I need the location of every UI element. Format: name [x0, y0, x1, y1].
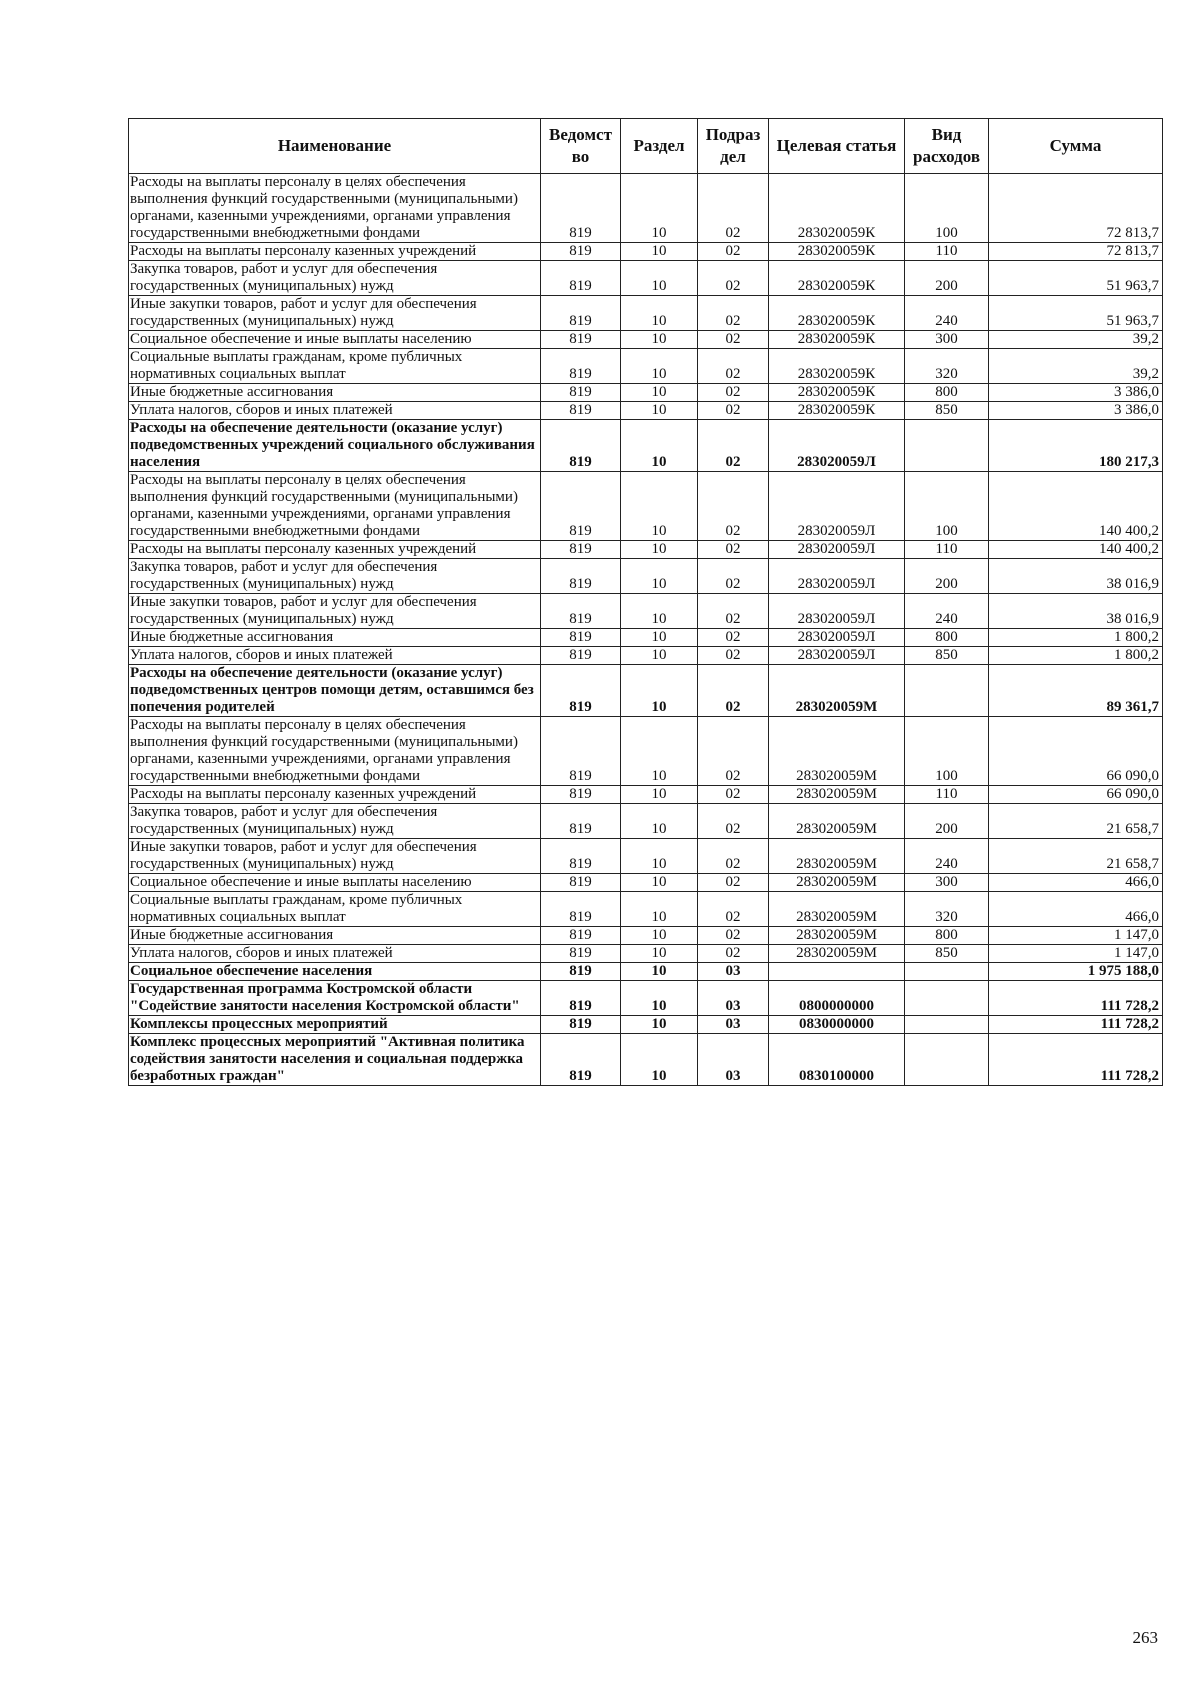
cell-amount: 72 813,7: [989, 174, 1163, 243]
cell-amount: 140 400,2: [989, 541, 1163, 559]
cell-target-article: 283020059Л: [769, 420, 905, 472]
cell-name: Расходы на выплаты персоналу казенных учреждений: [129, 786, 541, 804]
cell-target-article: 283020059К: [769, 261, 905, 296]
cell-subsection: 02: [698, 665, 769, 717]
table-row: [129, 981, 1163, 1016]
cell-name: Социальное обеспечение населения: [129, 963, 541, 981]
cell-target-article: 283020059К: [769, 331, 905, 349]
header-name: Наименование: [129, 119, 541, 174]
cell-expense-type: 110: [905, 541, 989, 559]
cell-section: 10: [621, 717, 698, 786]
cell-amount: 1 800,2: [989, 629, 1163, 647]
cell-section: 10: [621, 665, 698, 717]
cell-subsection: 02: [698, 384, 769, 402]
cell-subsection: 02: [698, 839, 769, 874]
cell-expense-type: 110: [905, 243, 989, 261]
cell-subsection: 02: [698, 804, 769, 839]
cell-name: Расходы на выплаты персоналу в целях обеспечения выполнения функций государственными (муниципальными) органами, казенными учреждениями, органами управления государственными внебюджетными фондами: [129, 717, 541, 786]
cell-section: 10: [621, 1034, 698, 1086]
cell-subsection: 02: [698, 594, 769, 629]
cell-target-article: 283020059Л: [769, 647, 905, 665]
cell-amount: 1 147,0: [989, 927, 1163, 945]
cell-department: 819: [541, 384, 621, 402]
table-row: [129, 174, 1163, 243]
cell-target-article: 283020059М: [769, 804, 905, 839]
cell-expense-type: 240: [905, 594, 989, 629]
cell-section: 10: [621, 963, 698, 981]
cell-section: 10: [621, 927, 698, 945]
cell-target-article: 283020059К: [769, 243, 905, 261]
cell-name: Государственная программа Костромской области "Содействие занятости населения Костромской области": [129, 981, 541, 1016]
cell-department: 819: [541, 174, 621, 243]
table-row: [129, 665, 1163, 717]
table-row: [129, 384, 1163, 402]
header-subsection: Подраз дел: [698, 119, 769, 174]
cell-amount: 51 963,7: [989, 261, 1163, 296]
cell-expense-type: [905, 1034, 989, 1086]
cell-section: 10: [621, 349, 698, 384]
table-row: [129, 420, 1163, 472]
cell-department: 819: [541, 981, 621, 1016]
table-row: [129, 786, 1163, 804]
table-row: [129, 1034, 1163, 1086]
header-expense-type: Вид расходов: [905, 119, 989, 174]
cell-amount: 466,0: [989, 892, 1163, 927]
cell-target-article: 283020059К: [769, 296, 905, 331]
cell-name: Расходы на выплаты персоналу казенных учреждений: [129, 243, 541, 261]
cell-target-article: 0800000000: [769, 981, 905, 1016]
cell-target-article: 283020059М: [769, 874, 905, 892]
table-row: [129, 559, 1163, 594]
cell-name: Иные закупки товаров, работ и услуг для обеспечения государственных (муниципальных) нужд: [129, 594, 541, 629]
cell-department: 819: [541, 559, 621, 594]
cell-name: Уплата налогов, сборов и иных платежей: [129, 647, 541, 665]
cell-expense-type: 800: [905, 629, 989, 647]
cell-target-article: 283020059М: [769, 665, 905, 717]
table-body: [129, 174, 1163, 1086]
cell-department: 819: [541, 243, 621, 261]
table-row: [129, 945, 1163, 963]
cell-amount: 39,2: [989, 331, 1163, 349]
cell-expense-type: 200: [905, 261, 989, 296]
cell-expense-type: 110: [905, 786, 989, 804]
cell-target-article: 283020059Л: [769, 472, 905, 541]
cell-department: 819: [541, 349, 621, 384]
cell-name: Иные бюджетные ассигнования: [129, 629, 541, 647]
cell-section: 10: [621, 402, 698, 420]
cell-name: Расходы на обеспечение деятельности (оказание услуг) подведомственных учреждений социального обслуживания населения: [129, 420, 541, 472]
cell-subsection: 02: [698, 420, 769, 472]
cell-section: 10: [621, 981, 698, 1016]
table-row: [129, 594, 1163, 629]
cell-expense-type: 850: [905, 402, 989, 420]
cell-name: Уплата налогов, сборов и иных платежей: [129, 402, 541, 420]
cell-expense-type: 100: [905, 472, 989, 541]
cell-amount: 38 016,9: [989, 594, 1163, 629]
cell-department: 819: [541, 1016, 621, 1034]
cell-department: 819: [541, 647, 621, 665]
cell-expense-type: 300: [905, 874, 989, 892]
cell-amount: 1 975 188,0: [989, 963, 1163, 981]
cell-department: 819: [541, 472, 621, 541]
cell-subsection: 02: [698, 402, 769, 420]
table-row: [129, 892, 1163, 927]
cell-amount: 21 658,7: [989, 804, 1163, 839]
cell-section: 10: [621, 384, 698, 402]
cell-subsection: 02: [698, 717, 769, 786]
cell-target-article: 0830000000: [769, 1016, 905, 1034]
cell-subsection: 02: [698, 349, 769, 384]
cell-target-article: 283020059М: [769, 717, 905, 786]
cell-amount: 89 361,7: [989, 665, 1163, 717]
cell-name: Комплексы процессных мероприятий: [129, 1016, 541, 1034]
cell-department: 819: [541, 594, 621, 629]
cell-amount: 66 090,0: [989, 786, 1163, 804]
cell-name: Социальные выплаты гражданам, кроме публичных нормативных социальных выплат: [129, 892, 541, 927]
cell-target-article: 283020059М: [769, 945, 905, 963]
cell-subsection: 03: [698, 1016, 769, 1034]
table-row: [129, 1016, 1163, 1034]
table-row: [129, 472, 1163, 541]
cell-department: 819: [541, 786, 621, 804]
cell-section: 10: [621, 874, 698, 892]
cell-expense-type: 300: [905, 331, 989, 349]
cell-department: 819: [541, 927, 621, 945]
cell-expense-type: 850: [905, 945, 989, 963]
table-row: [129, 331, 1163, 349]
cell-target-article: [769, 963, 905, 981]
header-target-article: Целевая статья: [769, 119, 905, 174]
cell-subsection: 02: [698, 874, 769, 892]
header-amount: Сумма: [989, 119, 1163, 174]
cell-department: 819: [541, 665, 621, 717]
cell-department: 819: [541, 420, 621, 472]
cell-expense-type: 240: [905, 839, 989, 874]
cell-section: 10: [621, 594, 698, 629]
cell-expense-type: 240: [905, 296, 989, 331]
cell-subsection: 02: [698, 261, 769, 296]
cell-subsection: 02: [698, 945, 769, 963]
cell-subsection: 02: [698, 786, 769, 804]
cell-amount: 38 016,9: [989, 559, 1163, 594]
cell-amount: 180 217,3: [989, 420, 1163, 472]
cell-name: Комплекс процессных мероприятий "Активная политика содействия занятости населения и социальная поддержка безработных граждан": [129, 1034, 541, 1086]
cell-expense-type: 200: [905, 804, 989, 839]
cell-section: 10: [621, 243, 698, 261]
cell-name: Расходы на выплаты персоналу казенных учреждений: [129, 541, 541, 559]
cell-expense-type: 320: [905, 892, 989, 927]
cell-amount: 140 400,2: [989, 472, 1163, 541]
cell-subsection: 02: [698, 629, 769, 647]
cell-expense-type: 100: [905, 174, 989, 243]
cell-section: 10: [621, 804, 698, 839]
cell-target-article: 283020059М: [769, 839, 905, 874]
cell-target-article: 283020059М: [769, 927, 905, 945]
cell-target-article: 283020059М: [769, 786, 905, 804]
cell-target-article: 283020059М: [769, 892, 905, 927]
cell-department: 819: [541, 839, 621, 874]
cell-expense-type: [905, 1016, 989, 1034]
cell-name: Закупка товаров, работ и услуг для обеспечения государственных (муниципальных) нужд: [129, 804, 541, 839]
cell-department: 819: [541, 717, 621, 786]
cell-section: 10: [621, 839, 698, 874]
cell-name: Расходы на обеспечение деятельности (оказание услуг) подведомственных центров помощи детям, оставшимся без попечения родителей: [129, 665, 541, 717]
cell-department: 819: [541, 963, 621, 981]
table-row: [129, 647, 1163, 665]
cell-section: 10: [621, 945, 698, 963]
cell-name: Социальное обеспечение и иные выплаты населению: [129, 874, 541, 892]
cell-section: 10: [621, 296, 698, 331]
cell-subsection: 02: [698, 331, 769, 349]
table-row: [129, 804, 1163, 839]
cell-subsection: 02: [698, 243, 769, 261]
cell-section: 10: [621, 174, 698, 243]
cell-section: 10: [621, 647, 698, 665]
cell-name: Иные закупки товаров, работ и услуг для обеспечения государственных (муниципальных) нужд: [129, 296, 541, 331]
header-section: Раздел: [621, 119, 698, 174]
cell-expense-type: 850: [905, 647, 989, 665]
cell-name: Иные бюджетные ассигнования: [129, 384, 541, 402]
cell-target-article: 283020059Л: [769, 594, 905, 629]
cell-department: 819: [541, 629, 621, 647]
cell-expense-type: [905, 981, 989, 1016]
cell-amount: 21 658,7: [989, 839, 1163, 874]
cell-section: 10: [621, 261, 698, 296]
cell-amount: 1 800,2: [989, 647, 1163, 665]
cell-subsection: 02: [698, 174, 769, 243]
cell-department: 819: [541, 804, 621, 839]
cell-amount: 466,0: [989, 874, 1163, 892]
header-row: [129, 119, 1163, 174]
cell-amount: 72 813,7: [989, 243, 1163, 261]
cell-subsection: 02: [698, 647, 769, 665]
cell-section: 10: [621, 559, 698, 594]
cell-expense-type: [905, 665, 989, 717]
table-row: [129, 963, 1163, 981]
table-row: [129, 541, 1163, 559]
cell-department: 819: [541, 402, 621, 420]
table-row: [129, 874, 1163, 892]
cell-subsection: 03: [698, 963, 769, 981]
page-number: 263: [1132, 1628, 1158, 1647]
table-row: [129, 402, 1163, 420]
cell-target-article: 283020059К: [769, 174, 905, 243]
cell-department: 819: [541, 945, 621, 963]
cell-section: 10: [621, 331, 698, 349]
cell-target-article: 283020059К: [769, 384, 905, 402]
cell-department: 819: [541, 1034, 621, 1086]
cell-name: Социальные выплаты гражданам, кроме публичных нормативных социальных выплат: [129, 349, 541, 384]
cell-target-article: 283020059Л: [769, 629, 905, 647]
table-row: [129, 629, 1163, 647]
cell-department: 819: [541, 296, 621, 331]
cell-subsection: 02: [698, 296, 769, 331]
cell-target-article: 0830100000: [769, 1034, 905, 1086]
table-row: [129, 243, 1163, 261]
cell-amount: 3 386,0: [989, 384, 1163, 402]
cell-target-article: 283020059К: [769, 349, 905, 384]
cell-subsection: 03: [698, 981, 769, 1016]
cell-expense-type: [905, 420, 989, 472]
cell-name: Расходы на выплаты персоналу в целях обеспечения выполнения функций государственными (муниципальными) органами, казенными учреждениями, органами управления государственными внебюджетными фондами: [129, 472, 541, 541]
cell-expense-type: 200: [905, 559, 989, 594]
cell-amount: 111 728,2: [989, 1016, 1163, 1034]
cell-subsection: 02: [698, 559, 769, 594]
cell-name: Иные закупки товаров, работ и услуг для обеспечения государственных (муниципальных) нужд: [129, 839, 541, 874]
table-row: [129, 349, 1163, 384]
cell-target-article: 283020059К: [769, 402, 905, 420]
cell-target-article: 283020059Л: [769, 541, 905, 559]
cell-expense-type: 800: [905, 384, 989, 402]
cell-subsection: 02: [698, 892, 769, 927]
cell-subsection: 03: [698, 1034, 769, 1086]
cell-name: Иные бюджетные ассигнования: [129, 927, 541, 945]
header-department: Ведомст во: [541, 119, 621, 174]
table-row: [129, 261, 1163, 296]
cell-expense-type: [905, 963, 989, 981]
cell-amount: 111 728,2: [989, 981, 1163, 1016]
cell-department: 819: [541, 541, 621, 559]
cell-amount: 51 963,7: [989, 296, 1163, 331]
cell-target-article: 283020059Л: [769, 559, 905, 594]
cell-expense-type: 320: [905, 349, 989, 384]
cell-name: Закупка товаров, работ и услуг для обеспечения государственных (муниципальных) нужд: [129, 261, 541, 296]
table-row: [129, 839, 1163, 874]
cell-amount: 111 728,2: [989, 1034, 1163, 1086]
cell-section: 10: [621, 472, 698, 541]
table-row: [129, 296, 1163, 331]
cell-amount: 39,2: [989, 349, 1163, 384]
table-row: [129, 717, 1163, 786]
cell-section: 10: [621, 629, 698, 647]
cell-name: Социальное обеспечение и иные выплаты населению: [129, 331, 541, 349]
cell-section: 10: [621, 786, 698, 804]
cell-name: Закупка товаров, работ и услуг для обеспечения государственных (муниципальных) нужд: [129, 559, 541, 594]
cell-name: Расходы на выплаты персоналу в целях обеспечения выполнения функций государственными (муниципальными) органами, казенными учреждениями, органами управления государственными внебюджетными фондами: [129, 174, 541, 243]
table-row: [129, 927, 1163, 945]
cell-subsection: 02: [698, 541, 769, 559]
cell-expense-type: 800: [905, 927, 989, 945]
cell-section: 10: [621, 541, 698, 559]
cell-subsection: 02: [698, 927, 769, 945]
cell-department: 819: [541, 892, 621, 927]
cell-amount: 3 386,0: [989, 402, 1163, 420]
cell-amount: 66 090,0: [989, 717, 1163, 786]
cell-section: 10: [621, 1016, 698, 1034]
cell-subsection: 02: [698, 472, 769, 541]
cell-department: 819: [541, 874, 621, 892]
cell-expense-type: 100: [905, 717, 989, 786]
cell-department: 819: [541, 261, 621, 296]
cell-name: Уплата налогов, сборов и иных платежей: [129, 945, 541, 963]
cell-section: 10: [621, 892, 698, 927]
cell-section: 10: [621, 420, 698, 472]
budget-table: [128, 118, 1163, 1086]
cell-amount: 1 147,0: [989, 945, 1163, 963]
cell-department: 819: [541, 331, 621, 349]
